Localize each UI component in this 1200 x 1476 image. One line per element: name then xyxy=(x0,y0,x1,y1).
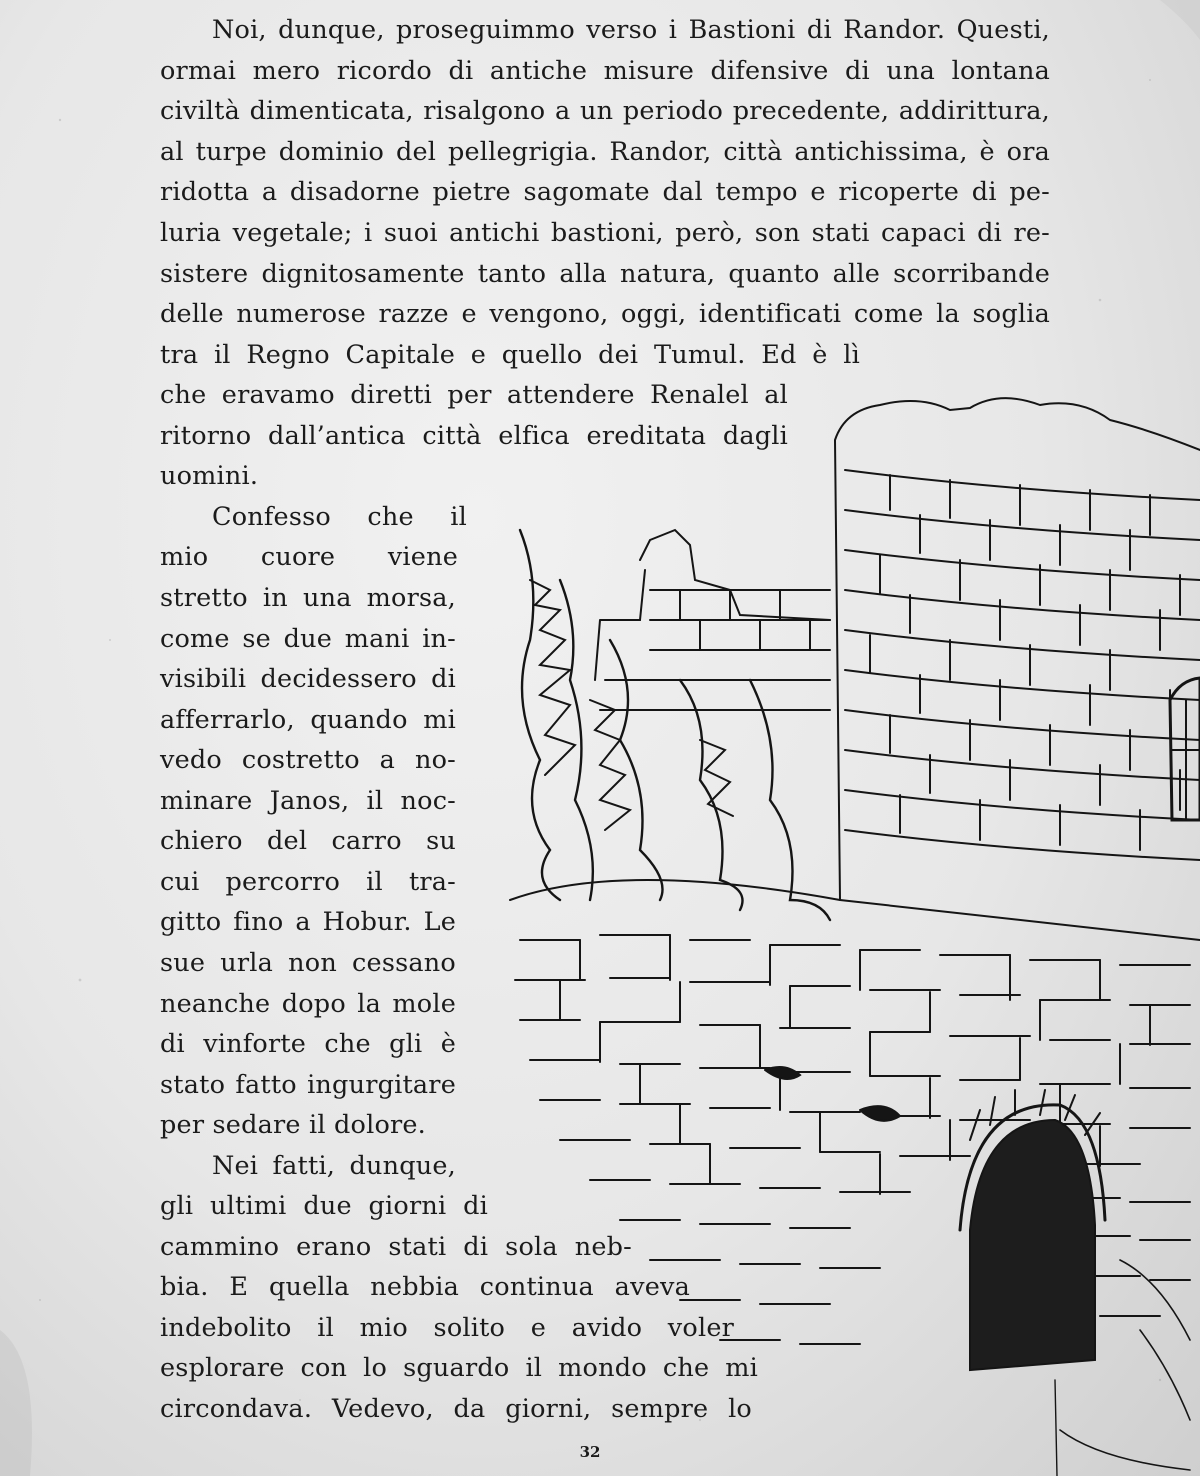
text-line: ridotta a disadorne pietre sagomate dal tempo e ricoperte di pe- xyxy=(160,177,1050,207)
text-line: per sedare il dolore. xyxy=(160,1110,426,1140)
text-line: gitto fino a Hobur. Le xyxy=(160,907,456,937)
text-line: circondava. Vedevo, da giorni, sempre lo xyxy=(160,1394,752,1424)
text-line: cui percorro il tra- xyxy=(160,867,456,897)
text-line: Noi, dunque, proseguimmo verso i Bastioni di Randor. Questi, xyxy=(212,15,1050,45)
page-number: 32 xyxy=(579,1443,601,1461)
text-line: vedo costretto a no- xyxy=(160,745,456,775)
text-line: minare Janos, il noc- xyxy=(160,786,456,816)
text-line: Confesso che il xyxy=(212,502,467,532)
text-line: neanche dopo la mole xyxy=(160,989,456,1019)
text-line: stretto in una morsa, xyxy=(160,583,456,613)
text-line: esplorare con lo sguardo il mondo che mi xyxy=(160,1353,758,1383)
text-line: ritorno dall’antica città elfica ereditata dagli xyxy=(160,421,788,451)
text-line: luria vegetale; i suoi antichi bastioni, però, son stati capaci di re- xyxy=(160,218,1050,248)
text-line: mio cuore viene xyxy=(160,542,458,572)
text-line: di vinforte che gli è xyxy=(160,1029,456,1059)
text-line: tra il Regno Capitale e quello dei Tumul. Ed è lì xyxy=(160,340,860,370)
text-line: bia. E quella nebbia continua aveva xyxy=(160,1272,690,1302)
text-line: indebolito il mio solito e avido voler xyxy=(160,1313,734,1343)
text-line: afferrarlo, quando mi xyxy=(160,705,456,735)
text-line: sistere dignitosamente tanto alla natura, quanto alle scorribande xyxy=(160,259,1050,289)
text-line: come se due mani in- xyxy=(160,624,456,654)
text-line: chiero del carro su xyxy=(160,826,456,856)
text-line: stato fatto ingurgitare xyxy=(160,1070,456,1100)
text-line: ormai mero ricordo di antiche misure difensive di una lontana xyxy=(160,56,1050,86)
text-line: al turpe dominio del pellegrigia. Randor, città antichissima, è ora xyxy=(160,137,1050,167)
text-line: uomini. xyxy=(160,461,259,491)
text-line: che eravamo diretti per attendere Renalel al xyxy=(160,380,788,410)
text-line: visibili decidessero di xyxy=(160,664,456,694)
text-line: gli ultimi due giorni di xyxy=(160,1191,488,1221)
text-line: delle numerose razze e vengono, oggi, identificati come la soglia xyxy=(160,299,1050,329)
text-line: Nei fatti, dunque, xyxy=(212,1151,456,1181)
text-line: cammino erano stati di sola neb- xyxy=(160,1232,632,1262)
text-line: sue urla non cessano xyxy=(160,948,456,978)
text-line: civiltà dimenticata, risalgono a un periodo precedente, addirittura, xyxy=(160,96,1050,126)
